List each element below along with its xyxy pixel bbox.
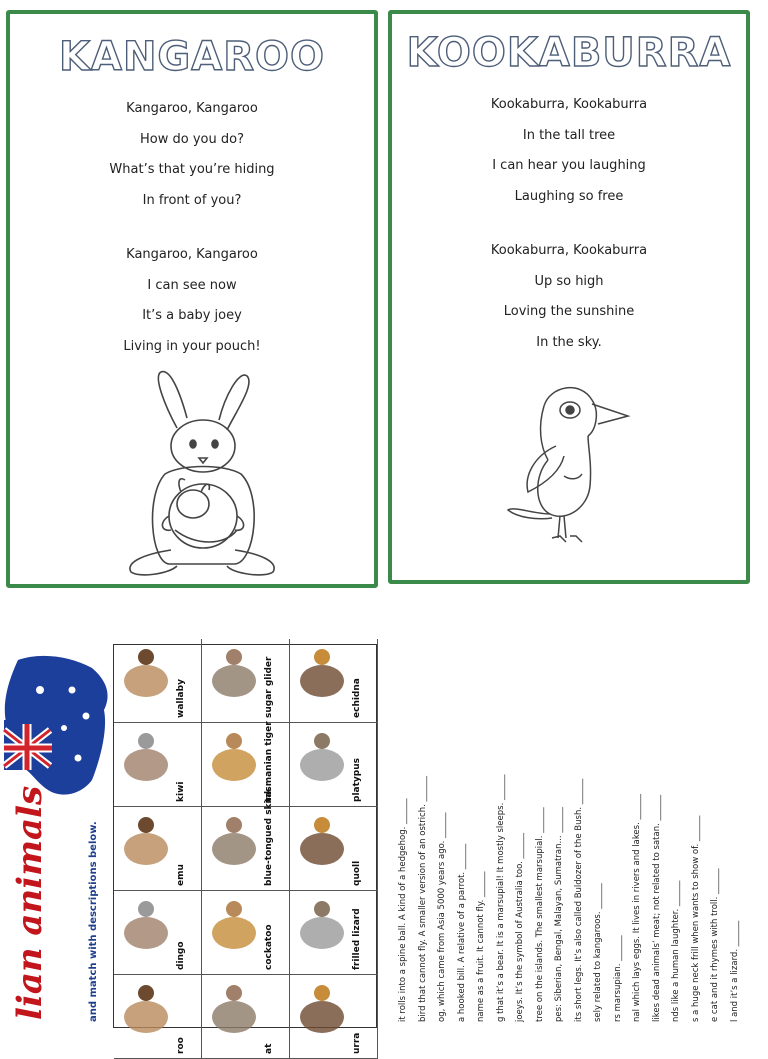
animal-picture-icon xyxy=(204,809,264,887)
animal-cell xyxy=(114,891,202,975)
animal-description-line: s a huge neck frill when wants to show of. ______ xyxy=(690,815,701,1022)
verse-line: It’s a baby joey xyxy=(142,308,242,323)
animal-name-label: sugar glider xyxy=(264,656,274,718)
animal-name-label: urra xyxy=(352,1032,362,1054)
animal-description-line: nal which lays eggs. It lives in rivers and lakes. ______ xyxy=(632,794,642,1022)
verse-line: Kangaroo, Kangaroo xyxy=(126,101,258,116)
animal-name-label: roo xyxy=(176,1037,186,1054)
animal-name-label: frilled lizard xyxy=(352,908,362,970)
animal-grid xyxy=(113,644,377,1054)
kookaburra-poem-card xyxy=(388,10,750,584)
kangaroo-illustration xyxy=(115,366,285,578)
animal-cell xyxy=(114,723,202,807)
animal-picture-icon xyxy=(204,977,264,1055)
animal-cell xyxy=(202,975,290,1059)
animal-description-line: its short legs. It’s also called Buldozer of the Bush. ______ xyxy=(573,778,584,1022)
verse-line: In front of you? xyxy=(142,192,242,208)
verse-line: Laughing so free xyxy=(514,188,624,204)
animal-picture-icon xyxy=(292,641,352,719)
animal-cell xyxy=(114,807,202,891)
animal-name-label: tasmanian tiger xyxy=(264,721,274,802)
verse-line: Up so high xyxy=(534,273,604,289)
animal-picture-icon xyxy=(204,725,264,803)
animal-cell xyxy=(202,891,290,975)
verse-line: Kangaroo, Kangaroo xyxy=(126,247,258,262)
verse-line: Loving the sunshine xyxy=(503,304,635,319)
animal-cell xyxy=(290,975,378,1059)
animal-name-label: dingo xyxy=(176,941,186,970)
verse-line: In the sky. xyxy=(536,334,602,350)
animal-picture-icon xyxy=(292,809,352,887)
kookaburra-title: KOOKABURRA xyxy=(406,30,732,76)
verse-line: How do you do? xyxy=(140,131,244,147)
animal-picture-icon xyxy=(292,977,352,1055)
animal-description-line: likes dead animals’ meat; not related to satan. ______ xyxy=(651,795,662,1022)
animal-cell xyxy=(290,891,378,975)
verse-line: Kookaburra, Kookaburra xyxy=(490,243,648,258)
animal-cell xyxy=(114,639,202,723)
animal-cell xyxy=(202,723,290,807)
animal-name-label: emu xyxy=(176,864,186,886)
animal-name-label: kiwi xyxy=(176,781,186,802)
animal-cell xyxy=(290,639,378,723)
verse-line: In the tall tree xyxy=(522,127,616,143)
animal-description-line: name as a fruit. It cannot fly. ______ xyxy=(476,871,486,1022)
verse-line: Living in your pouch! xyxy=(123,338,261,354)
animal-cell xyxy=(290,723,378,807)
animal-picture-icon xyxy=(292,725,352,803)
animal-picture-icon xyxy=(292,893,352,971)
animal-picture-icon xyxy=(116,893,176,971)
kookaburra-verse-1 xyxy=(392,90,746,212)
worksheet-instruction: and match with descriptions below. xyxy=(88,821,99,1022)
animal-description-line: joeys. It’s the symbol of Australia too. ______ xyxy=(515,832,525,1022)
animal-picture-icon xyxy=(204,893,264,971)
kookaburra-illustration xyxy=(504,376,634,546)
animal-name-label: at xyxy=(264,1043,274,1054)
animal-cell xyxy=(290,807,378,891)
animal-name-label: quoll xyxy=(352,860,362,886)
kangaroo-verse-2 xyxy=(10,240,374,362)
animal-name-label: wallaby xyxy=(176,679,186,718)
animal-description-line: sely related to kangaroos. ______ xyxy=(593,883,603,1022)
animal-name-label: platypus xyxy=(352,758,362,802)
kangaroo-poem-card xyxy=(6,10,378,588)
animal-name-label: echidna xyxy=(352,678,362,718)
animal-name-label: blue-tongued skink xyxy=(264,787,274,886)
animal-description-line: e cat and it rhymes with troll. ______ xyxy=(710,868,720,1022)
animal-picture-icon xyxy=(116,725,176,803)
animal-picture-icon xyxy=(116,641,176,719)
animal-picture-icon xyxy=(116,977,176,1055)
worksheet-title: lian animals xyxy=(10,785,50,1020)
animal-description-line: bird that cannot fly. A smaller version of an ostrich. ______ xyxy=(417,775,428,1022)
animal-description-line: nds like a human laughter. ______ xyxy=(671,880,681,1022)
kookaburra-verse-2 xyxy=(392,236,746,358)
animal-description-line: g that it’s a bear. It is a marsupial! It mostly sleeps. ______ xyxy=(495,774,506,1022)
kangaroo-verse-1 xyxy=(10,94,374,216)
verse-line: I can see now xyxy=(147,277,237,293)
animal-cell xyxy=(202,787,290,891)
animal-description-line: og, which came from Asia 5000 years ago. ______ xyxy=(437,812,447,1022)
animal-picture-icon xyxy=(116,809,176,887)
australian-animals-worksheet xyxy=(0,636,768,1054)
animal-description-line: pes: Siberian, Bengal, Malayan, Sumatran... ______ xyxy=(554,807,564,1022)
animal-picture-icon xyxy=(204,641,264,719)
verse-line: I can hear you laughing xyxy=(492,158,646,173)
animal-description-line: l and it’s a lizard. ______ xyxy=(729,920,740,1022)
animal-name-label: cockatoo xyxy=(264,924,274,970)
verse-line: What’s that you’re hiding xyxy=(109,162,275,177)
kangaroo-title: KANGAROO xyxy=(58,34,326,80)
animal-description-line: tree on the islands. The smallest marsupial. ______ xyxy=(534,807,545,1022)
animal-description-line: it rolls into a spine ball. A kind of a hedgehog. ______ xyxy=(398,798,408,1022)
australia-flag-map-icon xyxy=(0,650,112,800)
animal-description-line: a hooked bill. A relative of a parrot. ______ xyxy=(456,843,467,1022)
animal-cell xyxy=(202,639,290,723)
animal-description-line: rs marsupian. ______ xyxy=(612,935,623,1022)
verse-line: Kookaburra, Kookaburra xyxy=(490,97,648,112)
animal-cell xyxy=(114,975,202,1059)
